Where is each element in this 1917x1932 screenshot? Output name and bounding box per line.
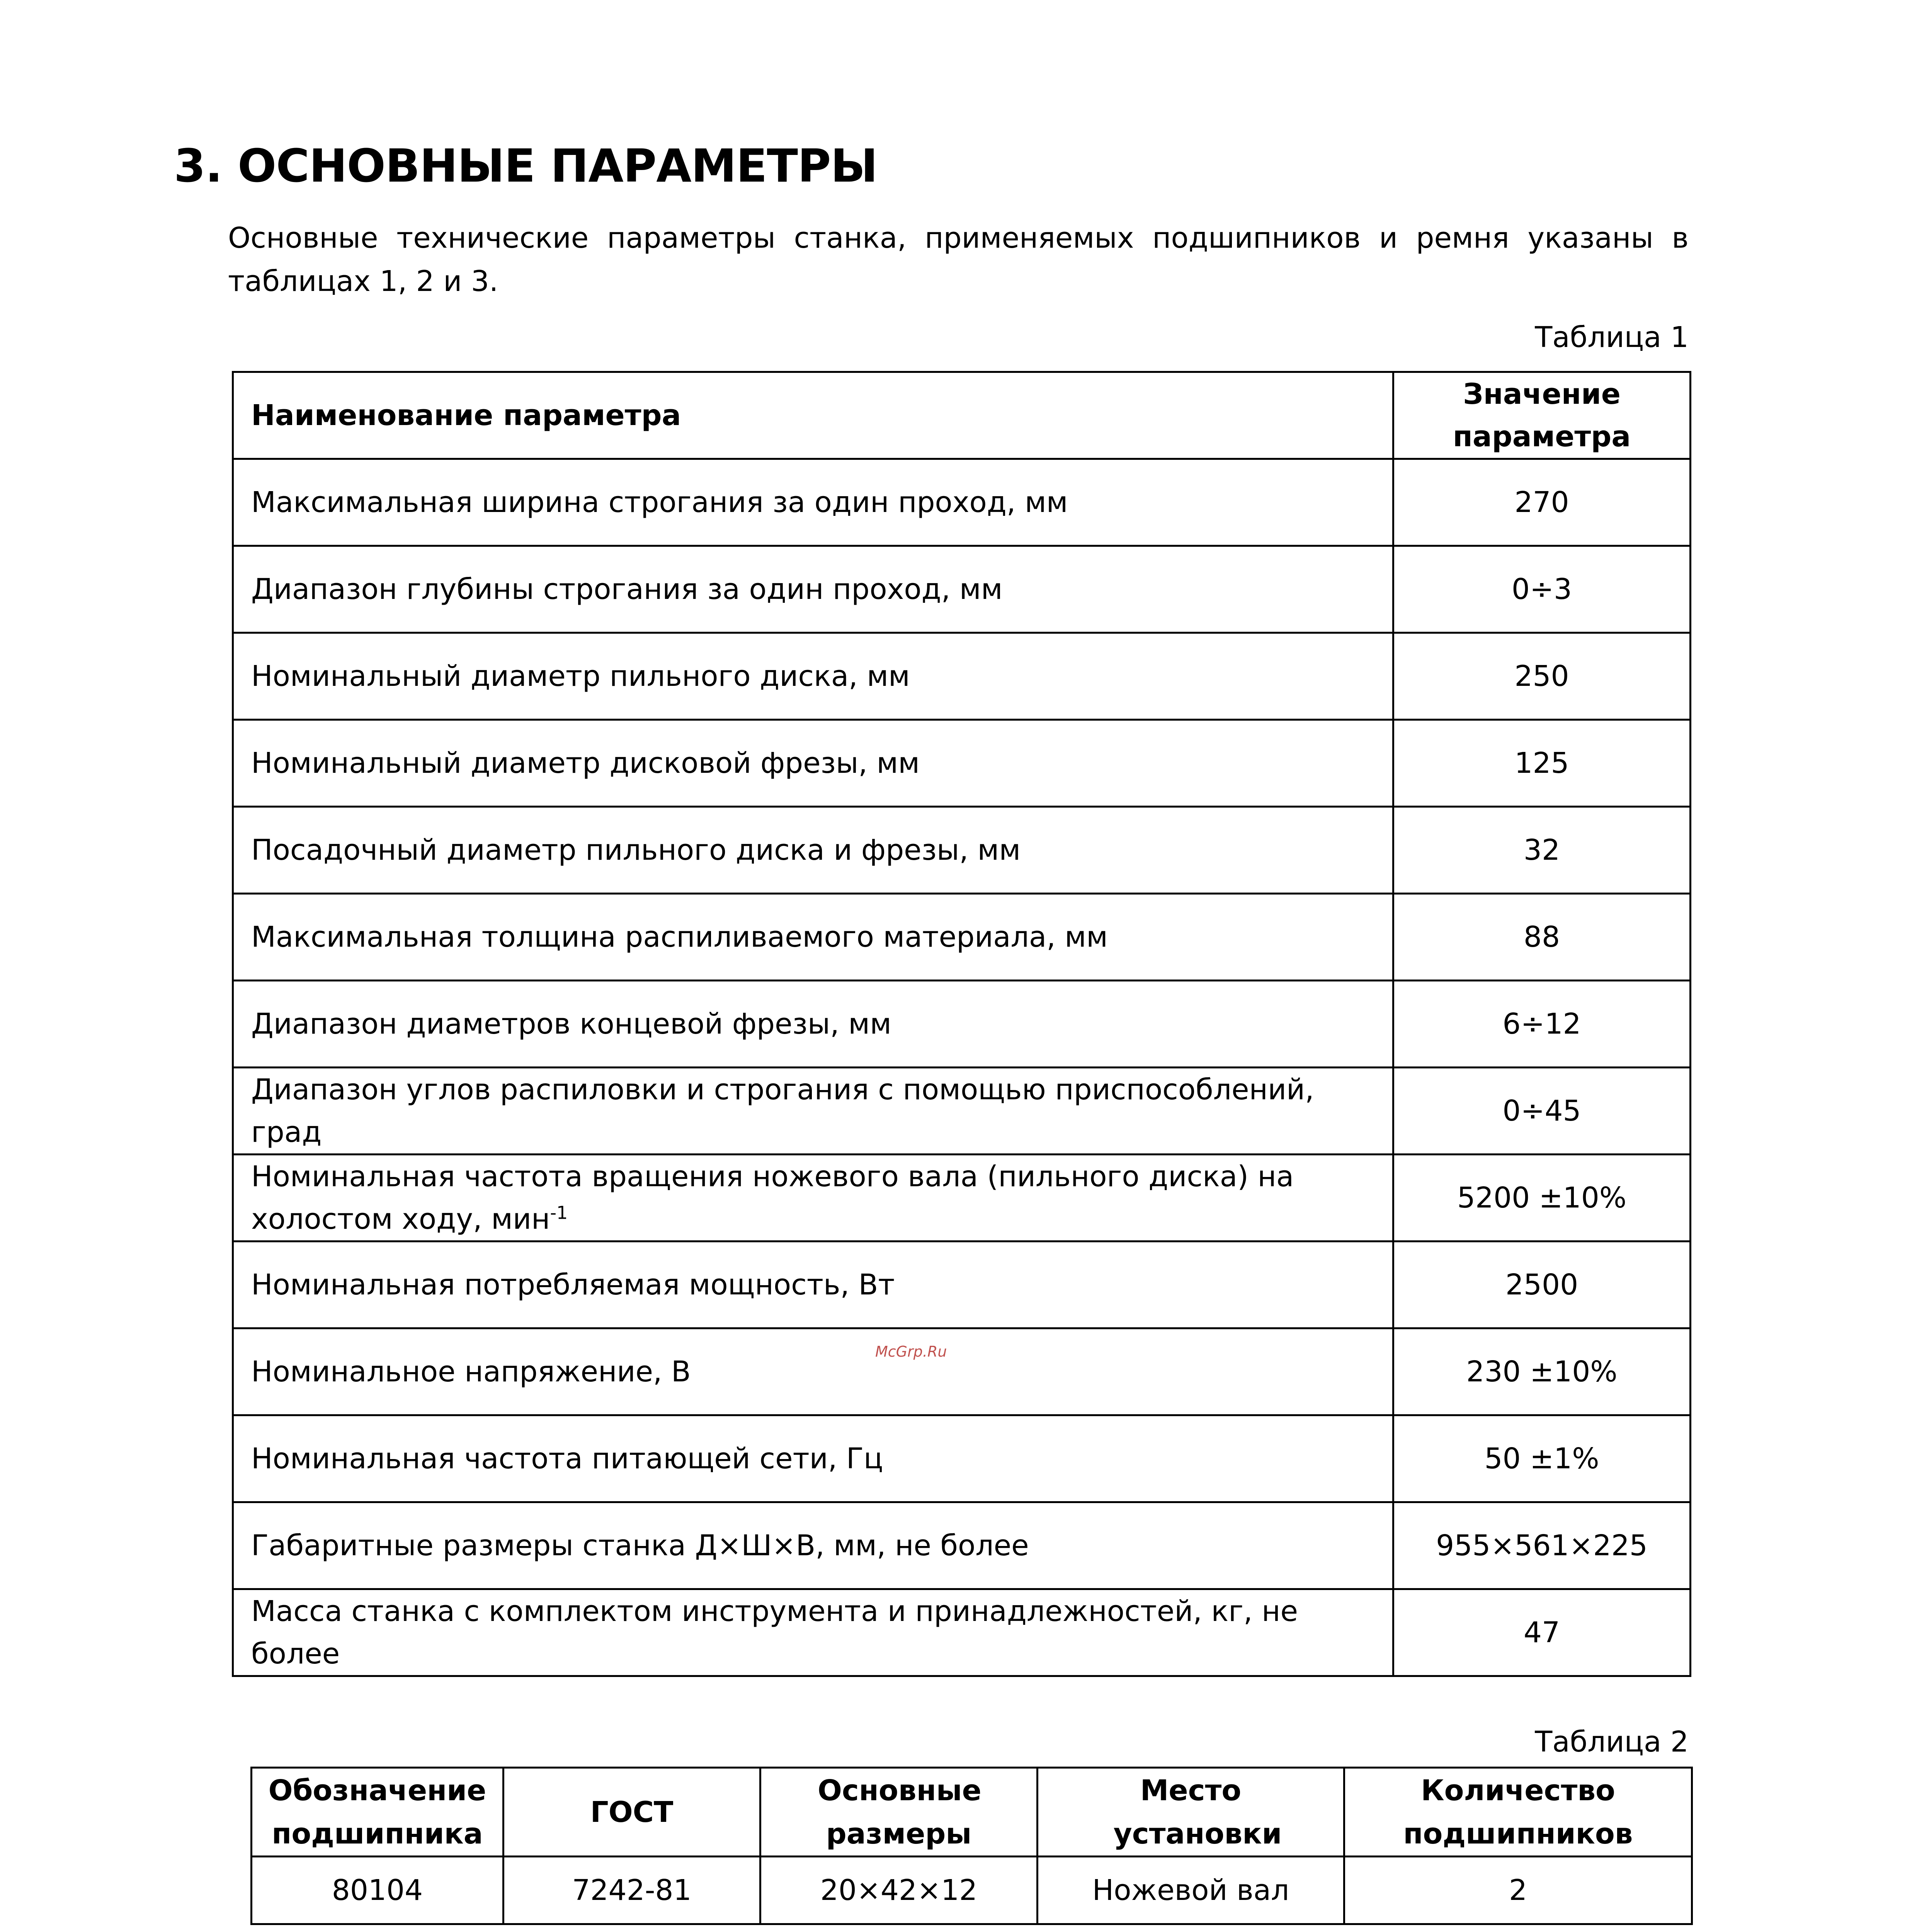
- parameter-name: Номинальный диаметр дисковой фрезы, мм: [233, 720, 1393, 807]
- watermark: McGrp.Ru: [875, 1343, 947, 1360]
- parameter-value: 88: [1393, 894, 1691, 981]
- table-row: [233, 894, 1691, 981]
- parameter-name: [233, 1155, 1393, 1242]
- header-main-dimensions: Основные размеры: [760, 1768, 1038, 1857]
- parameter-name: Габаритные размеры станка Д×Ш×В, мм, не более: [233, 1502, 1393, 1589]
- parameter-value: 0÷45: [1393, 1068, 1691, 1155]
- header-install-location: Место установки: [1038, 1768, 1344, 1857]
- table1-caption: Таблица 1: [1535, 321, 1689, 354]
- parameter-value: 50 ±1%: [1393, 1415, 1691, 1502]
- parameters-table: [232, 371, 1691, 1677]
- parameter-name: Максимальная ширина строгания за один проход, мм: [233, 459, 1393, 546]
- table-header-row: [252, 1768, 1692, 1857]
- parameter-value: 32: [1393, 807, 1691, 894]
- header-bearing-count: Количество подшипников: [1344, 1768, 1692, 1857]
- header-parameter-value: Значение параметра: [1393, 372, 1691, 459]
- parameter-value: 2500: [1393, 1242, 1691, 1328]
- parameter-name: Диапазон углов распиловки и строгания с помощью приспособлений, град: [233, 1068, 1393, 1155]
- bearing-count: 2: [1344, 1857, 1692, 1924]
- header-bearing-designation: Обозначение подшипника: [252, 1768, 503, 1857]
- bearing-dimensions: 20×42×12: [760, 1857, 1038, 1924]
- parameter-name-text: Номинальная частота вращения ножевого вала (пильного диска) на холостом ходу, мин: [251, 1160, 1294, 1236]
- parameter-name: Максимальная толщина распиливаемого материала, мм: [233, 894, 1393, 981]
- table-header-row: [233, 372, 1691, 459]
- bearing-location: Ножевой вал: [1038, 1857, 1344, 1924]
- table-row: [233, 1589, 1691, 1676]
- parameter-value: 230 ±10%: [1393, 1328, 1691, 1415]
- table-row: [233, 1502, 1691, 1589]
- table-row: [233, 807, 1691, 894]
- parameter-value: 5200 ±10%: [1393, 1155, 1691, 1242]
- table-row: [233, 1155, 1691, 1242]
- parameter-name: Номинальная частота питающей сети, Гц: [233, 1415, 1393, 1502]
- parameter-value: 955×561×225: [1393, 1502, 1691, 1589]
- parameter-value: 47: [1393, 1589, 1691, 1676]
- table-row: [233, 1415, 1691, 1502]
- bearing-gost: 7242-81: [503, 1857, 760, 1924]
- table-row: [233, 459, 1691, 546]
- intro-paragraph: Основные технические параметры станка, применяемых подшипников и ремня указаны в таблицах 1, 2 и 3.: [228, 221, 1689, 298]
- parameter-value: 0÷3: [1393, 546, 1691, 633]
- table-row: [233, 1328, 1691, 1415]
- parameter-value: 250: [1393, 633, 1691, 720]
- table-row: [233, 633, 1691, 720]
- parameter-name: Масса станка с комплектом инструмента и принадлежностей, кг, не более: [233, 1589, 1393, 1676]
- parameter-name: Номинальный диаметр пильного диска, мм: [233, 633, 1393, 720]
- unit-exponent: -1: [550, 1202, 568, 1223]
- table-row: [252, 1857, 1692, 1924]
- parameter-name: Номинальная потребляемая мощность, Вт: [233, 1242, 1393, 1328]
- parameter-value: 125: [1393, 720, 1691, 807]
- parameter-value: 270: [1393, 459, 1691, 546]
- table-row: [233, 1068, 1691, 1155]
- parameter-name: Диапазон диаметров концевой фрезы, мм: [233, 981, 1393, 1068]
- table-row: [233, 1242, 1691, 1328]
- section-heading: 3. ОСНОВНЫЕ ПАРАМЕТРЫ: [174, 139, 878, 192]
- header-gost: ГОСТ: [503, 1768, 760, 1857]
- bearings-table: [250, 1767, 1693, 1925]
- header-parameter-name: Наименование параметра: [233, 372, 1393, 459]
- table-row: [233, 546, 1691, 633]
- parameter-value: 6÷12: [1393, 981, 1691, 1068]
- table-row: [233, 981, 1691, 1068]
- table2-caption: Таблица 2: [1535, 1725, 1689, 1759]
- table-row: [233, 720, 1691, 807]
- bearing-designation: 80104: [252, 1857, 503, 1924]
- parameter-name: Диапазон глубины строгания за один проход, мм: [233, 546, 1393, 633]
- parameter-name: Посадочный диаметр пильного диска и фрезы, мм: [233, 807, 1393, 894]
- parameter-name: Номинальное напряжение, В: [233, 1328, 1393, 1415]
